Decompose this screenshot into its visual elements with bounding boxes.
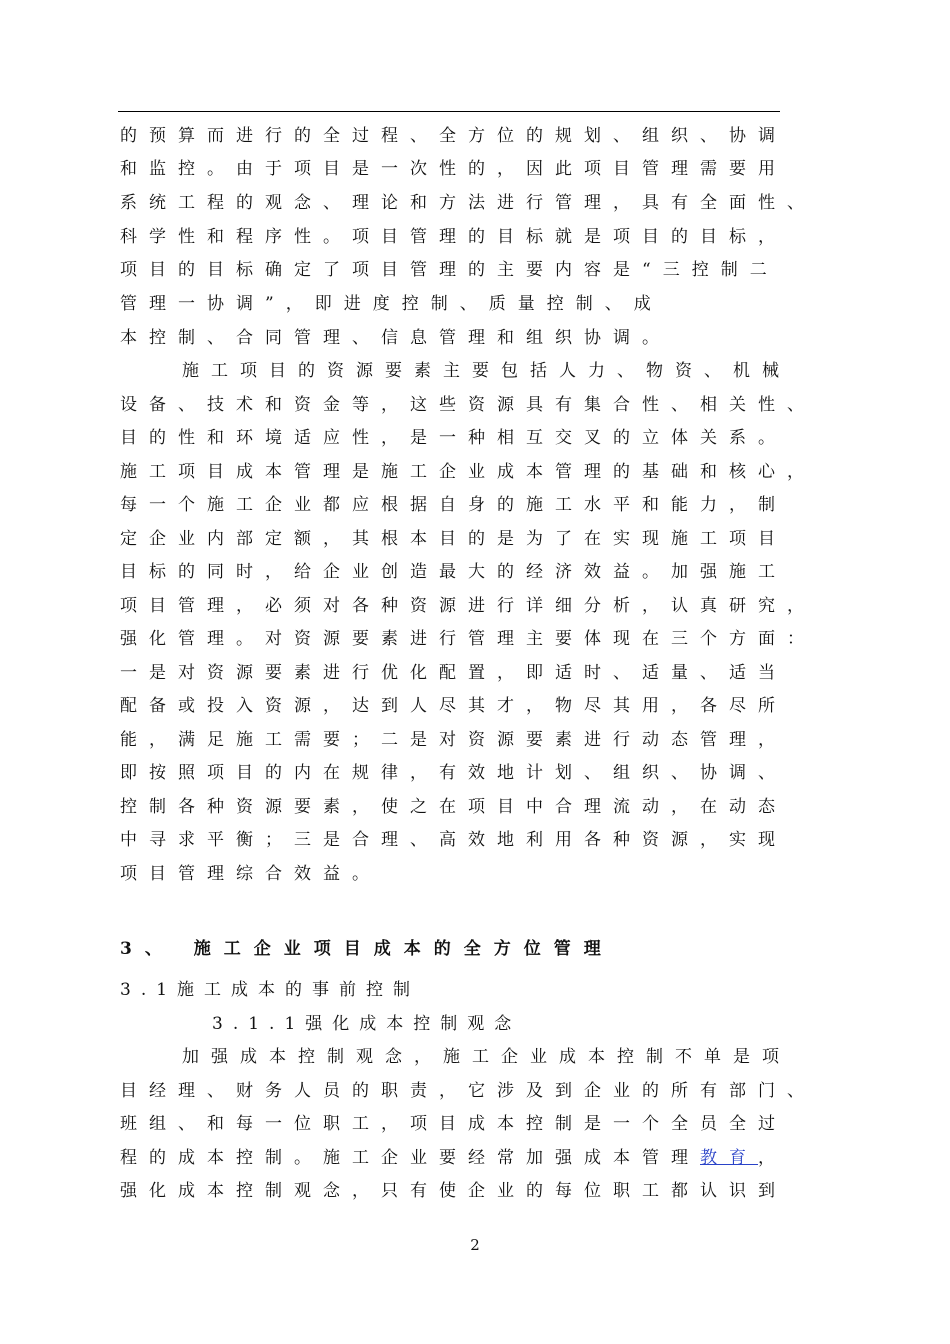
text-line: 施工项目成本管理是施工企业成本管理的基础和核心，	[120, 462, 816, 482]
text-line: 科学性和程序性。项目管理的目标就是项目的目标，	[120, 227, 787, 247]
education-link[interactable]: 教育	[700, 1148, 758, 1168]
section-heading: 3、 施工企业项目成本的全方位管理	[120, 939, 614, 959]
text-line: 一是对资源要素进行优化配置，即适时、适量、适当	[120, 663, 787, 683]
text-line: 目经理、财务人员的职责，它涉及到企业的所有部门、	[120, 1081, 816, 1101]
text-line: 定企业内部定额，其根本目的是为了在实现施工项目	[120, 529, 787, 549]
subsection-heading: 3.1施工成本的事前控制	[120, 980, 421, 1000]
text-line: 本控制、合同管理、信息管理和组织协调。	[120, 328, 671, 348]
text-line: 的预算而进行的全过程、全方位的规划、组织、协调	[120, 126, 787, 146]
text-line: 中寻求平衡；三是合理、高效地利用各种资源，实现	[120, 830, 787, 850]
text-line: 班组、和每一位职工，项目成本控制是一个全员全过	[120, 1114, 787, 1134]
text-line: 设备、技术和资金等，这些资源具有集合性、相关性、	[120, 395, 816, 415]
text-line: 目的性和环境适应性，是一种相互交叉的立体关系。	[120, 428, 787, 448]
text-line	[120, 1147, 787, 1169]
text-line: 每一个施工企业都应根据自身的施工水平和能力，制	[120, 495, 787, 515]
text-line: 管理一协调”，即进度控制、质量控制、成	[120, 294, 663, 314]
text-line: 加强成本控制观念，施工企业成本控制不单是项	[182, 1047, 791, 1067]
text-segment: ，	[758, 1148, 787, 1168]
text-line: 强化管理。对资源要素进行管理主要体现在三个方面：	[120, 629, 816, 649]
text-line: 控制各种资源要素，使之在项目中合理流动，在动态	[120, 797, 787, 817]
text-line: 能，满足施工需要；二是对资源要素进行动态管理，	[120, 730, 787, 750]
header-rule	[118, 111, 780, 112]
text-line: 和监控。由于项目是一次性的，因此项目管理需要用	[120, 159, 787, 179]
text-line: 配备或投入资源，达到人尽其才，物尽其用，各尽所	[120, 696, 787, 716]
text-line: 施工项目的资源要素主要包括人力、物资、机械	[182, 361, 791, 381]
page-number: 2	[470, 1236, 480, 1254]
text-segment: 程的成本控制。施工企业要经常加强成本管理	[120, 1148, 700, 1168]
text-line: 系统工程的观念、理论和方法进行管理，具有全面性、	[120, 193, 816, 213]
text-line: 项目管理，必须对各种资源进行详细分析，认真研究，	[120, 596, 816, 616]
text-line: 强化成本控制观念，只有使企业的每位职工都认识到	[120, 1181, 787, 1201]
text-line: 即按照项目的内在规律，有效地计划、组织、协调、	[120, 763, 787, 783]
text-line: 项目管理综合效益。	[120, 864, 381, 884]
text-line: 项目的目标确定了项目管理的主要内容是“三控制二	[120, 260, 779, 280]
text-line: 目标的同时，给企业创造最大的经济效益。加强施工	[120, 562, 787, 582]
subsubsection-heading: 3.1.1强化成本控制观念	[212, 1014, 522, 1034]
